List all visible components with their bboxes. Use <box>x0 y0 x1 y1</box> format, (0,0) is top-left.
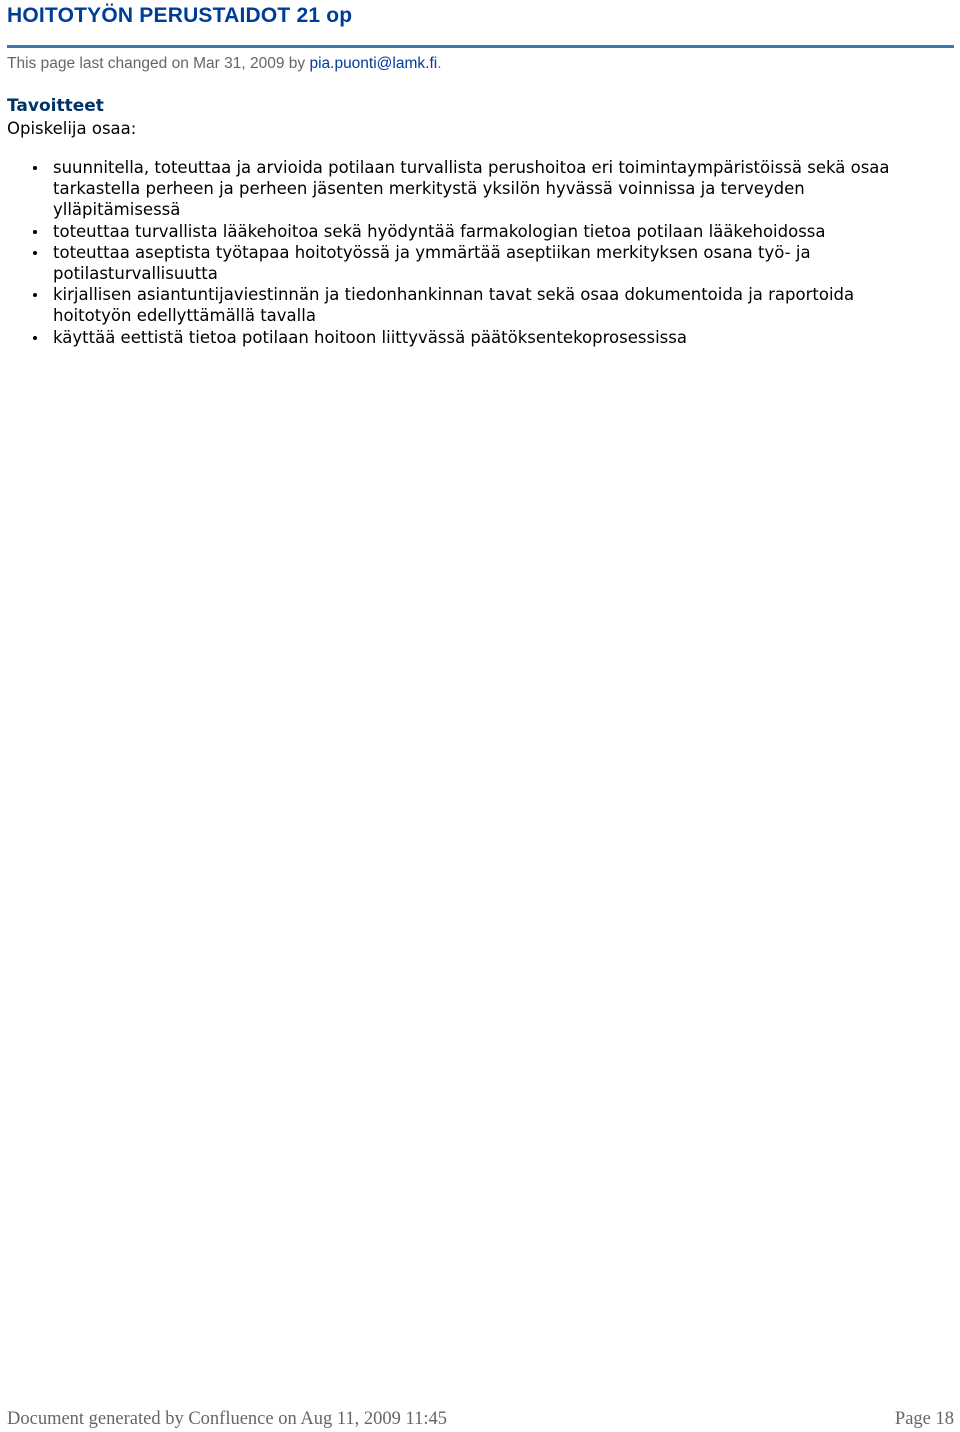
footer-page-number: Page 18 <box>894 1409 954 1429</box>
bullet-icon <box>33 336 37 340</box>
title-divider <box>7 45 954 48</box>
goals-list <box>53 157 933 348</box>
list-item <box>53 284 933 326</box>
list-item-text: käyttää eettistä tietoa potilaan hoitoon liittyvässä päätöksentekoprosessissa <box>53 327 687 347</box>
author-link[interactable]: pia.puonti@lamk.fi <box>309 55 438 72</box>
section-heading: Tavoitteet <box>7 96 104 116</box>
meta-suffix: . <box>437 55 442 72</box>
bullet-icon <box>33 251 37 255</box>
list-item <box>53 221 933 242</box>
footer-generated: Document generated by Confluence on Aug 11, 2009 11:45 <box>7 1409 447 1429</box>
list-item <box>53 157 933 221</box>
page-title: HOITOTYÖN PERUSTAIDOT 21 op <box>7 4 353 27</box>
list-item <box>53 242 933 284</box>
list-item-text: toteuttaa turvallista lääkehoitoa sekä hyödyntää farmakologian tietoa potilaan lääkehoidossa <box>53 221 826 241</box>
bullet-icon <box>33 166 37 170</box>
meta-prefix: This page last changed on Mar 31, 2009 by <box>7 55 310 72</box>
intro-text: Opiskelija osaa: <box>7 119 137 138</box>
list-item <box>53 327 933 348</box>
list-item-text: toteuttaa aseptista työtapaa hoitotyössä ja ymmärtää aseptiikan merkityksen osana työ- ja potilasturvallisuutta <box>53 242 811 284</box>
bullet-icon <box>33 230 37 234</box>
list-item-text: kirjallisen asiantuntijaviestinnän ja tiedonhankinnan tavat sekä osaa dokumentoida ja raportoida hoitotyön edellyttämällä tavalla <box>53 285 855 326</box>
page-meta <box>7 54 442 74</box>
list-item-text: suunnitella, toteuttaa ja arvioida potilaan turvallista perushoitoa eri toimintaympäristöissä sekä osaa tarkastella perheen ja perheen jäsenten merkitystä yksilön hyvässä voinnissa ja terveyden ylläpitämisessä <box>53 158 890 220</box>
bullet-icon <box>33 293 37 297</box>
